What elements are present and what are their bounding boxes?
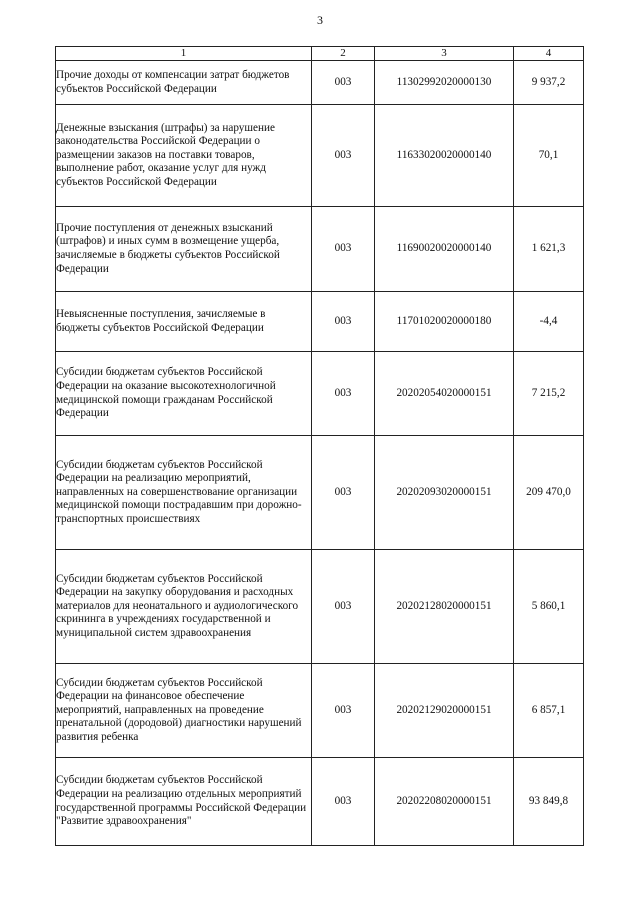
row-admin-code: 003: [312, 664, 375, 758]
table-row: [56, 61, 584, 105]
table-row: [56, 105, 584, 207]
row-classification-code: 11302992020000130: [375, 61, 514, 105]
row-admin-code: 003: [312, 292, 375, 352]
table-row: [56, 207, 584, 292]
row-classification-code: 20202128020000151: [375, 550, 514, 664]
row-name: Субсидии бюджетам субъектов Российской Федерации на реализацию мероприятий, направленных на совершенствование организации медицинской помощи пострадавшим при дорожно-транспортных происшествиях: [56, 436, 312, 550]
row-classification-code: 11701020020000180: [375, 292, 514, 352]
column-header-name: 1: [56, 47, 312, 61]
row-name: Субсидии бюджетам субъектов Российской Федерации на реализацию отдельных мероприятий государственной программы Российской Федерации "Развитие здравоохранения": [56, 758, 312, 846]
table-row: [56, 550, 584, 664]
row-name: Субсидии бюджетам субъектов Российской Федерации на финансовое обеспечение мероприятий, направленных на проведение пренатальной (дородовой) диагностики нарушений развития ребенка: [56, 664, 312, 758]
row-amount: 9 937,2: [514, 61, 584, 105]
row-amount: 209 470,0: [514, 436, 584, 550]
row-amount: -4,4: [514, 292, 584, 352]
row-classification-code: 20202208020000151: [375, 758, 514, 846]
row-amount: 7 215,2: [514, 352, 584, 436]
row-admin-code: 003: [312, 105, 375, 207]
row-amount: 5 860,1: [514, 550, 584, 664]
row-admin-code: 003: [312, 758, 375, 846]
column-header-admin: 2: [312, 47, 375, 61]
table-row: [56, 758, 584, 846]
row-name: Денежные взыскания (штрафы) за нарушение законодательства Российской Федерации о размещении заказов на поставки товаров, выполнение работ, оказание услуг для нужд субъектов Российской Федерации: [56, 105, 312, 207]
row-admin-code: 003: [312, 61, 375, 105]
budget-revenue-table: [55, 46, 584, 846]
column-header-amount: 4: [514, 47, 584, 61]
table-row: [56, 436, 584, 550]
row-name: Прочие доходы от компенсации затрат бюджетов субъектов Российской Федерации: [56, 61, 312, 105]
row-amount: 6 857,1: [514, 664, 584, 758]
table-row: [56, 292, 584, 352]
row-classification-code: 11690020020000140: [375, 207, 514, 292]
page-number: 3: [317, 13, 323, 27]
table-row: [56, 664, 584, 758]
row-amount: 70,1: [514, 105, 584, 207]
row-admin-code: 003: [312, 352, 375, 436]
row-admin-code: 003: [312, 207, 375, 292]
row-classification-code: 20202129020000151: [375, 664, 514, 758]
row-classification-code: 11633020020000140: [375, 105, 514, 207]
row-amount: 93 849,8: [514, 758, 584, 846]
row-classification-code: 20202093020000151: [375, 436, 514, 550]
row-classification-code: 20202054020000151: [375, 352, 514, 436]
row-name: Невыясненные поступления, зачисляемые в бюджеты субъектов Российской Федерации: [56, 292, 312, 352]
column-header-code: 3: [375, 47, 514, 61]
table-header-row: [56, 47, 584, 61]
row-admin-code: 003: [312, 550, 375, 664]
table-row: [56, 352, 584, 436]
row-name: Субсидии бюджетам субъектов Российской Федерации на оказание высокотехнологичной медицинской помощи гражданам Российской Федерации: [56, 352, 312, 436]
row-amount: 1 621,3: [514, 207, 584, 292]
row-name: Прочие поступления от денежных взысканий (штрафов) и иных сумм в возмещение ущерба, зачисляемые в бюджеты субъектов Российской Федерации: [56, 207, 312, 292]
row-admin-code: 003: [312, 436, 375, 550]
row-name: Субсидии бюджетам субъектов Российской Федерации на закупку оборудования и расходных материалов для неонатального и аудиологического скрининга в учреждениях государственной и муниципальной систем здравоохранения: [56, 550, 312, 664]
